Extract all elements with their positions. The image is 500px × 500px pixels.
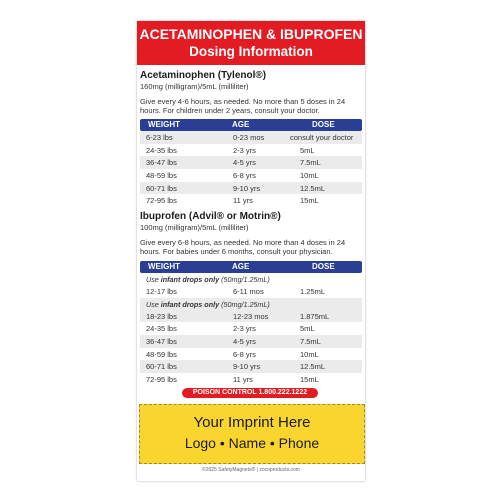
weight-cell: 60-71 lbs: [146, 362, 177, 372]
age-cell: 2-3 yrs: [233, 145, 256, 155]
note-suffix: (50mg/1.25mL): [219, 299, 270, 309]
acetaminophen-note: Give every 4-6 hours, as needed. No more than 5 doses in 24 hours. For children under 2 years, consult your doctor.: [140, 97, 346, 115]
note-emphasis: infant drops only: [160, 299, 220, 309]
note-prefix: Use: [146, 299, 161, 309]
weight-cell: 36-47 lbs: [146, 158, 177, 168]
imprint-area: [139, 404, 365, 464]
weight-cell: 24-35 lbs: [146, 145, 177, 155]
weight-cell: 18-23 lbs: [146, 311, 177, 321]
dose-cell: 1.875mL: [300, 311, 330, 321]
note-emphasis: infant drops only: [160, 275, 220, 284]
card-title: ACETAMINOPHEN & IBUPROFEN: [139, 26, 363, 42]
dose-cell: 7.5mL: [300, 158, 321, 168]
weight-cell: 24-35 lbs: [146, 324, 177, 334]
dose-cell: 12.5mL: [300, 183, 326, 193]
imprint-line-2: Logo • Name • Phone: [184, 435, 320, 451]
table-row: [140, 322, 362, 335]
table-row: [140, 335, 362, 348]
acetaminophen-dose: 160mg (milligram)/5mL (milliliter): [140, 82, 249, 91]
infant-drops-note: [140, 273, 362, 285]
age-cell: 4-5 yrs: [233, 337, 256, 347]
col-weight: WEIGHT: [148, 120, 180, 129]
table-row: [140, 169, 362, 182]
table-row: [140, 285, 362, 298]
age-cell: 0-23 mos: [233, 133, 265, 142]
dose-cell: consult your doctor: [290, 133, 354, 142]
card-subtitle: Dosing Information: [189, 44, 313, 59]
ibuprofen-name: Ibuprofen (Advil® or Motrin®): [140, 211, 281, 222]
dose-cell: 10mL: [300, 349, 319, 359]
ibuprofen-note: Give every 6-8 hours, as needed. No more than 4 doses in 24 hours. For babies under 6 months, consult your physician.: [140, 238, 346, 256]
table-row: [140, 144, 362, 157]
dose-cell: 10mL: [300, 171, 319, 181]
infant-drops-note: [140, 298, 362, 310]
age-cell: 6-8 yrs: [233, 349, 256, 359]
weight-cell: 60-71 lbs: [146, 183, 177, 193]
age-cell: 2-3 yrs: [233, 324, 256, 334]
dose-cell: 7.5mL: [300, 337, 321, 347]
weight-cell: 72-95 lbs: [146, 375, 177, 385]
table-header: [140, 261, 362, 273]
weight-cell: 36-47 lbs: [146, 337, 177, 347]
age-cell: 9-10 yrs: [233, 183, 261, 193]
col-weight: WEIGHT: [148, 262, 180, 271]
age-cell: 6-11 mos: [233, 287, 264, 296]
age-cell: 11 yrs: [233, 375, 253, 385]
age-cell: 6-8 yrs: [233, 171, 256, 181]
dose-cell: 15mL: [300, 196, 319, 206]
header-banner: [137, 21, 365, 65]
dose-cell: 5mL: [300, 324, 315, 334]
copyright-footer: ©2025 SafetyMagnets® | zocoproducts.com: [202, 467, 300, 473]
age-cell: 12-23 mos: [233, 311, 269, 321]
table-row: [140, 360, 362, 373]
col-dose: DOSE: [312, 120, 335, 129]
col-age: AGE: [232, 120, 250, 129]
note-suffix: (50mg/1.25mL): [219, 275, 270, 284]
ibuprofen-dose: 100mg (milligram)/5mL (milliliter): [140, 223, 249, 232]
table-row: [140, 131, 362, 144]
dose-cell: 15mL: [300, 375, 319, 385]
weight-cell: 72-95 lbs: [146, 196, 177, 206]
weight-cell: 6-23 lbs: [146, 133, 173, 142]
note-prefix: Use: [146, 275, 161, 284]
dose-cell: 12.5mL: [300, 362, 326, 372]
col-dose: DOSE: [312, 262, 335, 271]
acetaminophen-info: [140, 70, 362, 116]
weight-cell: 48-59 lbs: [146, 171, 177, 181]
col-age: AGE: [232, 262, 250, 271]
ibuprofen-table: [140, 261, 362, 386]
poison-control-banner: POISON CONTROL 1.800.222.1222: [182, 388, 318, 398]
weight-cell: 48-59 lbs: [146, 349, 177, 359]
table-row: [140, 182, 362, 195]
acetaminophen-table: [140, 119, 362, 207]
table-row: [140, 194, 362, 207]
dosing-card: [137, 21, 365, 481]
weight-cell: 12-17 lbs: [146, 287, 177, 296]
ibuprofen-info: [140, 211, 362, 257]
table-row: [140, 310, 362, 323]
table-row: [140, 348, 362, 361]
age-cell: 4-5 yrs: [233, 158, 256, 168]
table-row: [140, 373, 362, 386]
dose-cell: 1.25mL: [300, 287, 326, 296]
table-row: [140, 156, 362, 169]
acetaminophen-name: Acetaminophen (Tylenol®): [140, 70, 267, 81]
dose-cell: 5mL: [300, 145, 315, 155]
imprint-line-1: Your Imprint Here: [193, 414, 311, 431]
age-cell: 9-10 yrs: [233, 362, 261, 372]
table-header: [140, 119, 362, 131]
age-cell: 11 yrs: [233, 196, 253, 206]
